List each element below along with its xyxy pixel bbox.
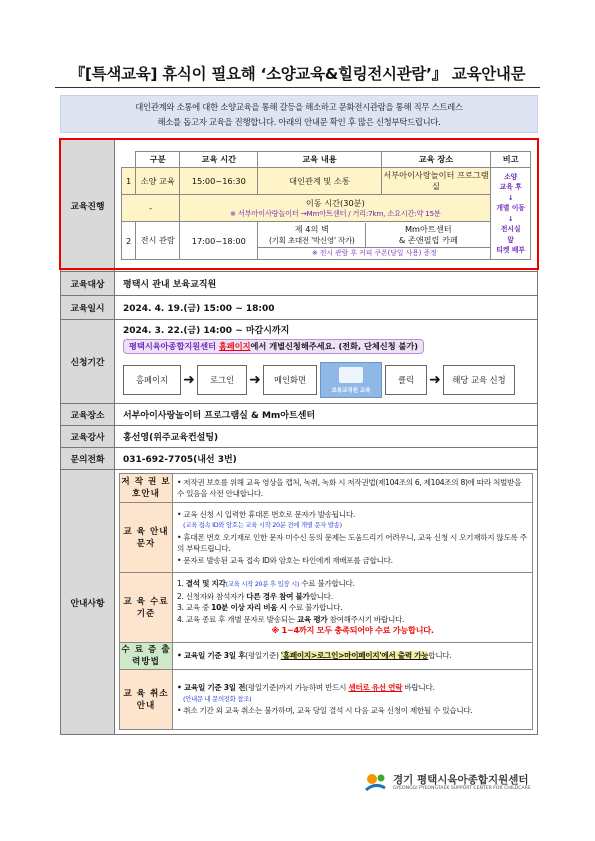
move-route: ※ 서부아이사랑놀이터 →Mm아트센터 / 거리:7km, 소요시간:약 15분 [230,208,441,218]
guide-cell [115,470,538,735]
row2-content-2: (기획 초대전 '박신영' 작가) [269,236,355,245]
remark-line: 전시실 [500,225,521,233]
arrow-icon: ➜ [429,372,441,388]
progress-label: 교육진행 [61,140,115,272]
criteria-4: 4. 교육 종료 후 개별 문자로 발송되는 교육 평가 참여해주시기 바랍니다. [177,614,405,624]
move-title: 이동 시간(30분) [305,197,365,208]
intro-line-2: 해소를 돕고자 교육을 진행합니다. 아래의 안내문 확인 후 많은 신청부탁드립니다. [157,117,441,127]
remark-line: 교육 후 [499,183,522,191]
sms-bullet-2: • 휴대폰 번호 오기재로 인한 문자 미수신 등의 문제는 도움드리기 어려우니, 교육 신청 시 오기재하지 않도록 주의 부탁드립니다. [177,532,527,554]
sms-note: (교육 접속 ID와 암호는 교육 시작 20분 전에 개별 문자 발송) [183,521,342,530]
copyright-text: • 저작권 보호를 위해 교육 영상을 캡처, 녹취, 녹화 시 저작권법(제104조의 6, 제104조의 8)에 따라 처벌받을 수 있음을 사전 안내합니다. [173,474,533,503]
move-type: - [122,195,180,222]
row1-type: 소양 교육 [136,168,180,195]
row2-place-2: & 존앤필립 카페 [398,235,458,245]
remark-line: 소양 [504,172,518,181]
header-type: 구분 [136,152,180,168]
guide-table [119,473,533,730]
arrow-icon: ➜ [249,372,261,388]
remark-line: 티켓 배부 [496,246,525,254]
row2-time: 17:00~18:00 [180,222,258,260]
step-apply: 해당 교육 신청 [443,365,515,395]
info-table [60,139,538,735]
target-label: 교육대상 [61,272,115,296]
row2-detail [258,222,491,260]
schedule-cell [115,140,538,272]
criteria-2: 2. 신청자와 참석자가 다른 경우 참여 불가합니다. [177,591,333,601]
header-content: 교육 내용 [258,152,381,168]
row2-content-1: 제 4의 벽 [294,224,329,234]
cert-label: 수 료 증 출력방법 [120,643,173,670]
notice-org: 평택시육아종합지원센터 [129,341,217,351]
cert-text: • 교육일 기준 3일 후(평일기준) '홈페이지>로그인>마이페이지'에서 출력 가능합니다. [173,643,533,670]
apply-notice [123,339,424,354]
apply-flow [123,362,529,398]
contact-value: 031-692-7705(내선 3번) [115,448,538,470]
criteria-warning: ※ 1~4까지 모두 충족되어야 수료 가능합니다. [271,625,434,636]
arrow-icon: ➜ [183,372,195,388]
target-value: 평택시 관내 보육교직원 [115,272,538,296]
page-title: 『[특색교육] 휴식이 필요해 ‘소양교육&힐링전시관람’』 교육안내문 [69,65,526,83]
header-time: 교육 시간 [180,152,258,168]
sms-text [173,503,533,573]
logo-name-ko: 경기 평택시육아종합지원센터 [393,774,529,786]
header-place: 교육 장소 [381,152,491,168]
step-main: 메인화면 [263,365,317,395]
apply-label: 신청기간 [61,320,115,404]
row1-place: 서부아이사랑놀이터 프로그램실 [381,168,491,195]
row2-no: 2 [122,222,136,260]
remark-cell [491,168,531,260]
sms-label: 교 육 안내문자 [120,503,173,573]
remark-line: 개별 이동 [496,204,525,212]
guide-label: 안내사항 [61,470,115,735]
datetime-label: 교육일시 [61,296,115,320]
header-remark: 비고 [491,152,531,168]
criteria-1: 1. 결석 및 지각(교육 시작 20분 후 입장 시) 수료 불가합니다. [177,579,355,589]
venue-label: 교육장소 [61,404,115,426]
apply-cell [115,320,538,404]
logo-name-en: GYEONGGI PYEONGTAEK SUPPORT CENTER FOR CHILDCARE [393,786,531,791]
schedule-table [121,151,531,260]
row2-coupon: ※ 전시 관람 후 커피 쿠폰(당일 사용) 증정 [258,247,490,258]
contact-label: 문의전화 [61,448,115,470]
notice-homepage: 홈페이지 [218,341,251,351]
step-login: 로그인 [197,365,247,395]
cancel-note: (안내문 내 문의전화 참조) [183,694,252,703]
row1-time: 15:00~16:30 [180,168,258,195]
row2-type: 전시 관람 [136,222,180,260]
lecturer-value: 홍선영(위주교육컨설팅) [115,426,538,448]
logo-mark-icon [363,770,389,796]
copyright-label: 저 작 권 보호안내 [120,474,173,503]
datetime-value: 2024. 4. 19.(금) 15:00 ~ 18:00 [115,296,538,320]
banner-label: 보육교직원 교육 [331,388,371,394]
lecturer-label: 교육강사 [61,426,115,448]
apply-period: 2024. 3. 22.(금) 14:00 ~ 마감시까지 [123,326,290,336]
criteria-3: 3. 교육 중 10분 이상 자리 비움 시 수료 불가합니다. [177,603,343,613]
step-homepage: 홈페이지 [123,365,181,395]
center-logo [363,770,543,796]
cancel-text: • 교육일 기준 3일 전(평일기준)까지 가능하며 반드시 센터로 유선 연락 바랍니다. (안내문 내 문의전화 참조) • 취소 기간 외 교육 취소는 불가하며, 교육 당일 결석 시 다음 교육 신청이 제한될 수 있습니다. [173,670,533,730]
title-divider [55,87,540,88]
notice-tail: 해주세요. (전화, 단체신청 불가) [300,341,419,351]
row2-place-1: Mm아트센터 [404,224,452,234]
step-click: 클릭 [385,365,427,395]
notice-mid: 에서 [250,341,267,351]
sms-bullet-3: • 문자로 발송된 교육 접속 ID와 암호는 타인에게 재배포를 금합니다. [177,555,393,565]
cancel-bullet-2: • 취소 기간 외 교육 취소는 불가하며, 교육 당일 결석 시 다음 교육 신청이 제한될 수 있습니다. [177,706,473,716]
row1-no: 1 [122,168,136,195]
notice-individual: 개별신청 [269,341,301,351]
criteria-label: 교 육 수료기준 [120,573,173,643]
venue-value: 서부아이사랑놀이터 프로그램실 & Mm아트센터 [115,404,538,426]
education-banner [320,362,382,398]
book-icon [339,367,363,383]
remark-line: ↓ [507,214,514,223]
intro-line-1: 대인관계와 소통에 대한 소양교육을 통해 갈등을 해소하고 문화전시관람을 통해 직무 스트레스 [135,102,463,112]
remark-line: 앞 [507,235,514,244]
criteria-text [173,573,533,643]
cancel-label: 교 육 취소안내 [120,670,173,730]
intro-box [60,95,538,133]
row1-content: 대인관계 및 소통 [258,168,381,195]
remark-line: ↓ [507,193,514,202]
sms-bullet-1: • 교육 신청 시 입력한 휴대폰 번호로 문자가 발송됩니다. [177,509,355,519]
move-cell [180,195,491,222]
